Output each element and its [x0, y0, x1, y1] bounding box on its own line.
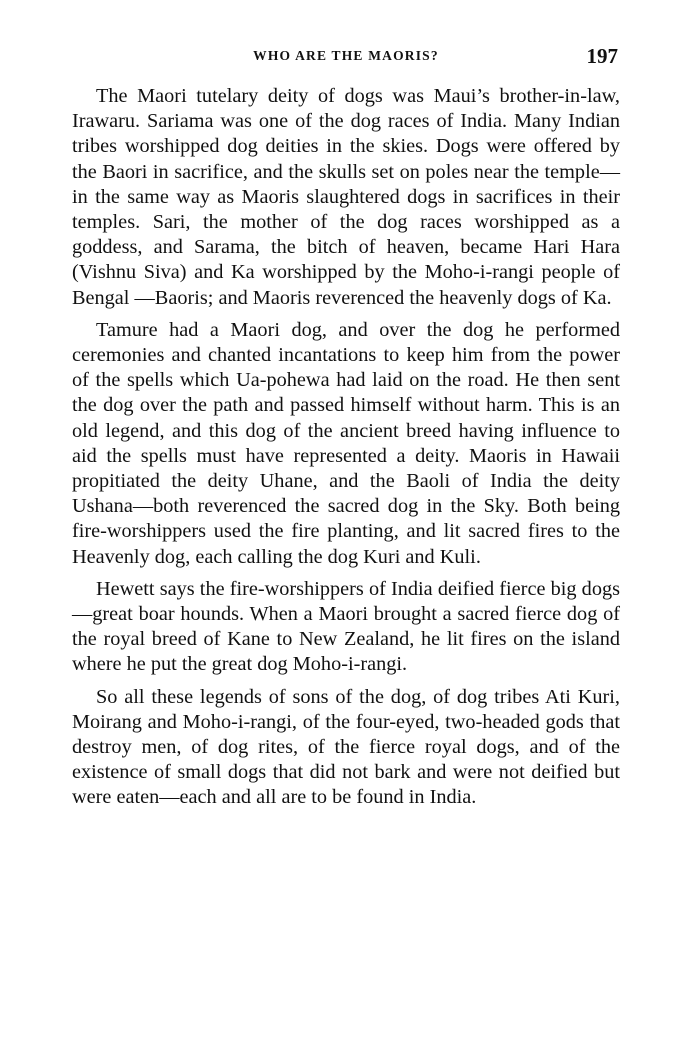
- paragraph: The Maori tutelary deity of dogs was Maui’s brother-in-law, Irawaru. Sariama was one of the dog races of India. Many Indian tribes worshipped dog deities in the skies. Dogs were offered by the Baori in sacrifice, and the skulls set on poles near the temple—in the same way as Maoris slaughtered dogs in sacrifices in their temples. Sari, the mother of the dog races worshipped as a goddess, and Sarama, the bitch of heaven, became Hari Hara (Vishnu Siva) and Ka worshipped by the Moho-i-rangi people of Bengal —Baoris; and Maoris reverenced the heavenly dogs of Ka.: [72, 85, 620, 309]
- paragraph: Hewett says the fire-worshippers of India deified fierce big dogs—great boar hounds. When a Maori brought a sacred fierce dog of the royal breed of Kane to New Zealand, he lit fires on the island where he put the great dog Moho-i-rangi.: [72, 577, 620, 676]
- paragraph: So all these legends of sons of the dog, of dog tribes Ati Kuri, Moirang and Moho-i-rangi, of the four-eyed, two-headed gods that destroy men, of dog rites, of the fierce royal dogs, and of the existence of small dogs that did not bark and were not deified but were eaten—each and all are to be found in India.: [72, 685, 620, 809]
- running-head: [72, 44, 620, 74]
- running-title: WHO ARE THE MAORIS?: [253, 48, 439, 63]
- paragraph: Tamure had a Maori dog, and over the dog he performed ceremonies and chanted incantations to keep him from the power of the spells which Ua-pohewa had laid on the road. He then sent the dog over the path and passed himself without harm. This is an old legend, and this dog of the ancient breed having influence to aid the spells must have represented a deity. Maoris in Hawaii propitiated the deity Uhane, and the Baoli of India the deity Ushana—both reverenced the sacred dog in the Sky. Both being fire-worshippers used the fire planting, and lit sacred fires to the Heavenly dog, each calling the dog Kuri and Kuli.: [72, 318, 620, 568]
- book-page: [72, 44, 620, 818]
- body-text: [72, 84, 620, 811]
- page-number: 197: [586, 44, 618, 68]
